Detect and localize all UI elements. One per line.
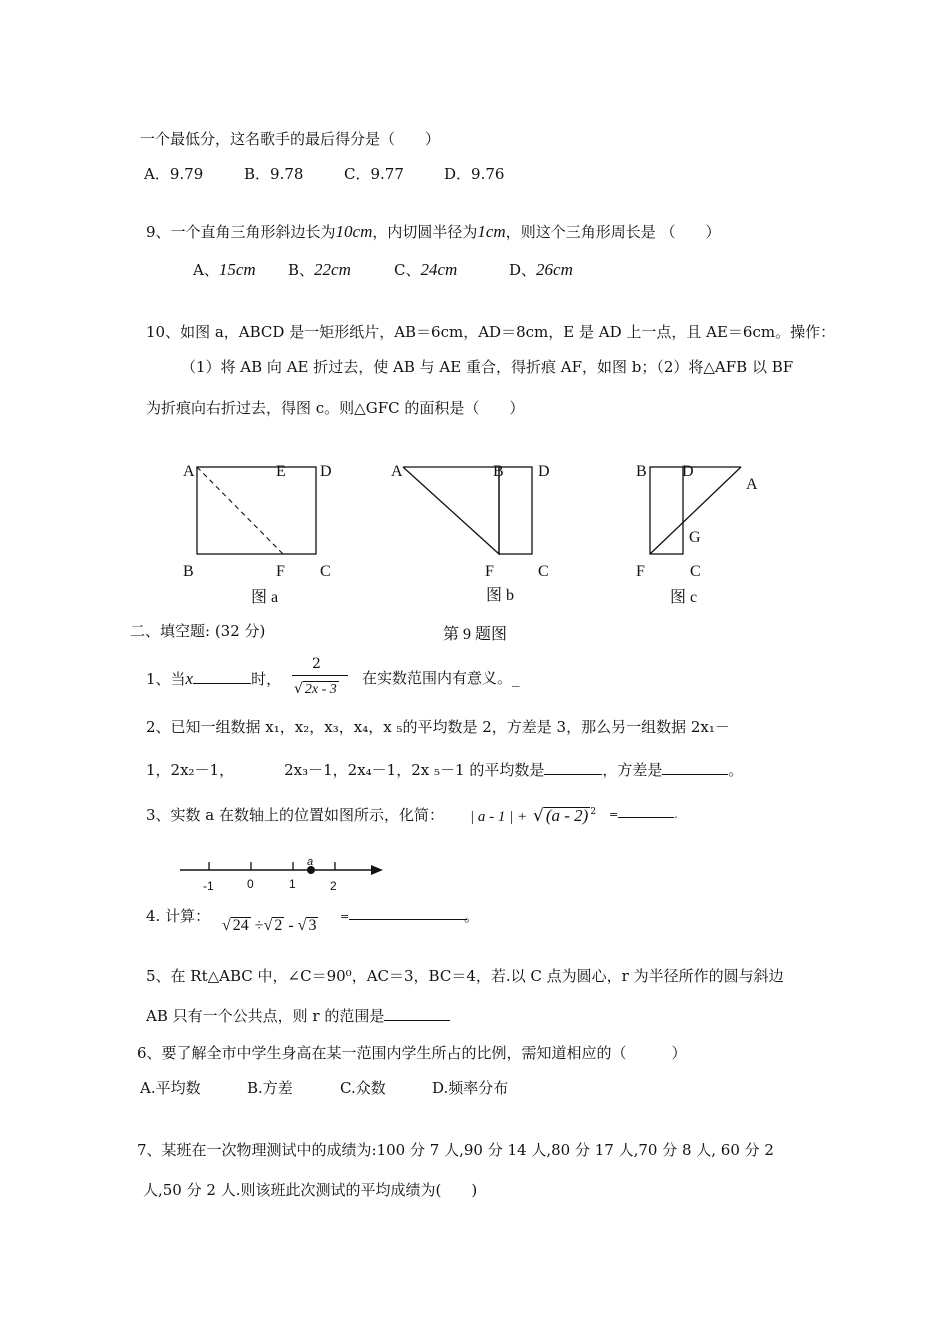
q10-line-1: 10、如图 a，ABCD 是一矩形纸片，AB＝6cm，AD＝8cm，E 是 AD 上一点，且 AE＝6cm。操作：: [146, 323, 836, 341]
q9-stem-a: 9、一个直角三角形斜边长为: [146, 223, 336, 241]
fig-b-label-a: A: [391, 463, 403, 480]
q8-stem: 一个最低分，这名歌手的最后得分是（ ）: [140, 130, 441, 148]
q9-stem-b: ，内切圆半径为: [372, 223, 478, 241]
fill-4-end: 。: [464, 907, 480, 925]
fill-5-line-2-text: AB 只有一个公共点，则 r 的范围是: [146, 1007, 385, 1025]
fill-1-denominator: √ 2x - 3: [294, 681, 337, 697]
fill-4-div: ÷: [254, 917, 264, 934]
section-2-heading: 二、填空题: (32 分): [130, 622, 266, 640]
fill-4-root-1: 24: [232, 917, 249, 934]
fill-3-stem: 3、实数 a 在数轴上的位置如图所示，化简：: [146, 806, 445, 824]
fig-b-label-c: C: [538, 563, 549, 580]
fig-c-label-a: A: [746, 476, 758, 493]
fig-a-label-d: D: [320, 463, 332, 480]
fill-5-line-1: 5、在 Rt△ABC 中，∠C＝90⁰，AC＝3，BC＝4，若.以 C 点为圆心，r 为半径所作的圆与斜边: [146, 967, 784, 985]
q7-line-2: 人,50 分 2 人.则该班此次测试的平均成绩为( ): [143, 1181, 478, 1199]
fill-4-blank[interactable]: [349, 910, 467, 920]
fill-5-line-2: [146, 1006, 450, 1025]
fig-a-label-b: B: [183, 563, 194, 580]
q9-option-c-value: 24cm: [420, 260, 458, 279]
axis-label-1: 1: [289, 877, 296, 891]
figure-group-caption: 第 9 题图: [443, 626, 508, 643]
fill-2-line-2d: 。: [728, 761, 744, 779]
fill-4-eq-sign: =: [340, 910, 350, 923]
fill-1-blank[interactable]: [193, 669, 251, 684]
fill-2-line-2c: ，方差是: [602, 761, 663, 779]
figure-a-fold-line: [197, 467, 283, 554]
q9-stem-c: ，则这个三角形周长是 （ ）: [505, 223, 721, 241]
fill-1-prefix: [146, 669, 281, 688]
fill-1-prefix-text: 1、当: [146, 670, 186, 688]
figure-b-triangle: [403, 467, 499, 554]
fill-3-blank[interactable]: [618, 808, 674, 818]
fig-a-label-c: C: [320, 563, 331, 580]
q6-option-d: D.频率分布: [432, 1079, 509, 1097]
q6-stem: 6、要了解全市中学生身高在某一范围内学生所占的比例，需知道相应的（ ）: [137, 1044, 687, 1062]
fill-2-line-2b: 2x₃－1，2x₄－1，2x ₅－1 的平均数是: [284, 761, 545, 779]
q6-option-b: B.方差: [247, 1079, 293, 1097]
q8-option-a: A．9.79: [144, 165, 204, 183]
fill-3-radicand: (a - 2): [545, 806, 589, 825]
fig-a-label-e: E: [276, 463, 286, 480]
fill-1-numerator: 2: [312, 656, 321, 672]
fill-4-root-3: 3: [308, 917, 317, 934]
fig-a-label-f: F: [276, 563, 285, 580]
fig-c-label-d: D: [682, 463, 694, 480]
fill-2-blank-variance[interactable]: [662, 760, 728, 775]
figure-c-rectangle: [650, 467, 683, 554]
figure-b-rectangle: [499, 467, 532, 554]
fill-3-eq: [609, 806, 678, 824]
fill-2-line-1: 2、已知一组数据 x₁，x₂，x₃，x₄，x ₅的平均数是 2，方差是 3，那么另一组数据 2x₁－: [146, 718, 730, 736]
axis-label-a: a: [307, 856, 314, 868]
fig-b-caption: 图 b: [486, 587, 515, 604]
fill-3-eq-sign: =: [609, 808, 619, 821]
q9-option-c-letter: C、: [394, 261, 421, 279]
fill-3-sqrt: √ (a - 2) $^2$: [533, 806, 597, 826]
fill-2-blank-mean[interactable]: [544, 760, 602, 775]
number-line-arrow: [371, 865, 383, 875]
fill-4-eq: [340, 908, 467, 926]
axis-label-2: 2: [330, 879, 337, 893]
q9-option-d-value: 26cm: [536, 260, 573, 279]
fill-3-abs: | a - 1 | +: [470, 809, 528, 825]
q6-option-c: C.众数: [340, 1079, 386, 1097]
q10-line-3: 为折痕向右折过去，得图 c。则△GFC 的面积是（ ）: [146, 399, 525, 417]
fig-a-label-a: A: [183, 463, 195, 480]
q8-option-b: B．9.78: [244, 165, 304, 183]
fill-2-line-2: [146, 760, 743, 779]
q9-option-b-letter: B、: [288, 261, 315, 279]
fig-a-caption: 图 a: [251, 589, 279, 606]
fig-c-label-c: C: [690, 563, 701, 580]
q9-len2: 1cm: [477, 222, 506, 241]
axis-label-minus-1: -1: [203, 879, 214, 893]
q7-line-1: 7、某班在一次物理测试中的成绩为:100 分 7 人,90 分 14 人,80 分 17 人,70 分 8 人, 60 分 2: [137, 1141, 774, 1159]
fill-1-radicand: 2x - 3: [304, 682, 337, 697]
fill-1-suffix: 在实数范围内有意义。_: [362, 669, 520, 687]
q9-option-d-letter: D、: [509, 261, 537, 279]
axis-label-0: 0: [247, 877, 254, 891]
fill-4-minus: -: [288, 917, 294, 934]
q6-option-a: A.平均数: [140, 1079, 201, 1097]
q8-option-c: C．9.77: [344, 165, 404, 183]
q10-line-2: （1）将 AB 向 AE 折过去，使 AB 与 AE 重合，得折痕 AF，如图 b；（2）将△AFB 以 BF: [181, 358, 794, 376]
figure-a-rectangle: [197, 467, 316, 554]
fill-3-end: .: [674, 808, 678, 821]
q9-option-a-value: 15cm: [218, 260, 256, 279]
fill-1-var: x: [185, 669, 194, 688]
fig-c-label-f: F: [636, 563, 645, 580]
fig-c-caption: 图 c: [670, 589, 698, 606]
fill-2-line-2a: 1，2x₂－1，: [146, 761, 235, 779]
q9-option-a-letter: A、: [193, 261, 219, 279]
fill-4-root-2: 2: [274, 917, 283, 934]
q8-option-d: D．9.76: [444, 165, 505, 183]
q9-len1: 10cm: [335, 222, 373, 241]
fill-5-blank[interactable]: [384, 1006, 450, 1021]
fill-1-mid: 时，: [251, 670, 282, 688]
fill-1-fraction-bar: [292, 675, 348, 676]
fig-b-label-d: D: [538, 463, 550, 480]
fill-4-stem: 4. 计算：: [146, 907, 211, 925]
fig-c-label-b: B: [636, 463, 647, 480]
fill-4-expr: √ 24 ÷√ 2 - √ 3: [222, 917, 317, 934]
fig-b-label-b: B: [493, 463, 504, 480]
fig-b-label-f: F: [485, 563, 494, 580]
fig-c-label-g: G: [689, 529, 701, 546]
q9-option-b-value: 22cm: [314, 260, 351, 279]
fill-3-exponent: 2: [590, 807, 597, 817]
